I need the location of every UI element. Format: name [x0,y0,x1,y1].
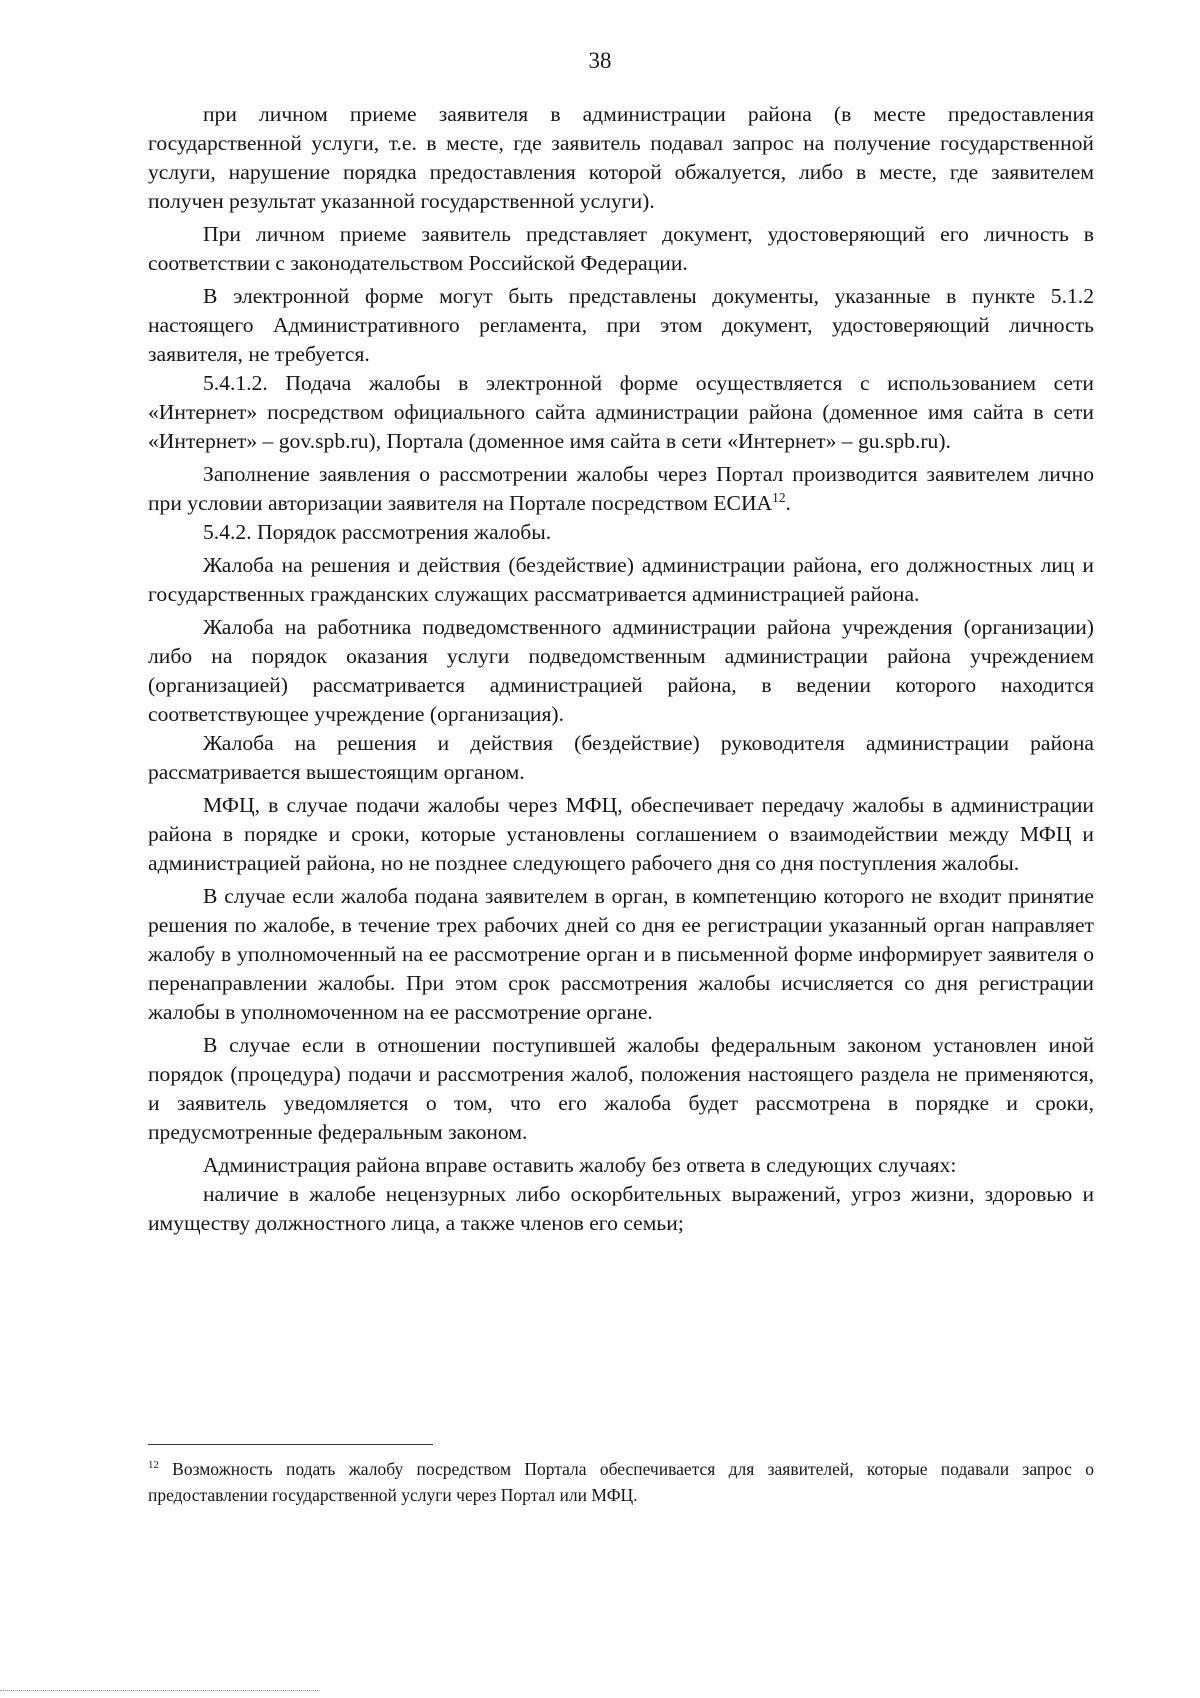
section-heading: 5.4.2. Порядок рассмотрения жалобы. [203,520,552,544]
body-text [148,100,1094,1238]
paragraph: при личном приеме заявителя в администрации района (в месте предоставления государственной услуги, т.е. в месте, где заявитель подавал запрос на получение государственной услуги, нарушение порядка предоставления которой обжалуется, либо в месте, где заявителем получен результат указанной государственной услуги). [148,102,1094,213]
paragraph: Жалоба на работника подведомственного администрации района учреждения (организации) либо на порядок оказания услуги подведомственным администрации района учреждением (организацией) рассматривается администрацией района, в ведении которого находится соответствующее учреждение (организация). [148,615,1094,726]
paragraph-end: . [785,491,791,515]
footnote-text: Возможность подать жалобу посредством Портала обеспечивается для заявителей, которые подавали запрос о предоставлении государственной услуги через Портал или МФЦ. [148,1459,1094,1505]
footnote-marker: 12 [148,1459,159,1472]
paragraph: При личном приеме заявитель представляет документ, удостоверяющий его личность в соответствии с законодательством Российской Федерации. [148,222,1094,275]
paragraph: Жалоба на решения и действия (бездействие) администрации района, его должностных лиц и государственных гражданских служащих рассматривается администрацией района. [148,553,1094,606]
footnote [148,1456,1094,1508]
paragraph: В случае если жалоба подана заявителем в орган, в компетенцию которого не входит принятие решения по жалобе, в течение трех рабочих дней со дня ее регистрации указанный орган направляет жалобу в уполномоченный на ее рассмотрение орган и в письменной форме информирует заявителя о перенаправлении жалобы. При этом срок рассмотрения жалобы исчисляется со дня регистрации жалобы в уполномоченном на ее рассмотрение органе. [148,884,1094,1024]
footnote-reference: 12 [772,489,786,505]
paragraph-with-footnote [148,460,1094,518]
paragraph: наличие в жалобе нецензурных либо оскорбительных выражений, угроз жизни, здоровью и имуществу должностного лица, а также членов его семьи; [148,1182,1094,1235]
paragraph: МФЦ, в случае подачи жалобы через МФЦ, обеспечивает передачу жалобы в администрации района в порядке и сроки, которые установлены соглашением о взаимодействии между МФЦ и администрацией района, но не позднее следующего рабочего дня со дня поступления жалобы. [148,793,1094,875]
paragraph: В электронной форме могут быть представлены документы, указанные в пункте 5.1.2 настоящего Административного регламента, при этом документ, удостоверяющий личность заявителя, не требуется. [148,284,1094,366]
page-number: 38 [588,48,612,73]
scan-edge-line [0,1690,320,1691]
paragraph-text: Заполнение заявления о рассмотрении жалобы через Портал производится заявителем лично при условии авторизации заявителя на Портале посредством ЕСИА [148,462,1094,515]
paragraph: Администрация района вправе оставить жалобу без ответа в следующих случаях: [203,1153,957,1177]
paragraph: 5.4.1.2. Подача жалобы в электронной форме осуществляется с использованием сети «Интернет» посредством официального сайта администрации района (доменное имя сайта в сети «Интернет» – gov.spb.ru), Портала (доменное имя сайта в сети «Интернет» – gu.spb.ru). [148,371,1094,453]
paragraph: В случае если в отношении поступившей жалобы федеральным законом установлен иной порядок (процедура) подачи и рассмотрения жалоб, положения настоящего раздела не применяются, и заявитель уведомляется о том, что его жалоба будет рассмотрена в порядке и сроки, предусмотренные федеральным законом. [148,1033,1094,1144]
paragraph: Жалоба на решения и действия (бездействие) руководителя администрации района рассматривается вышестоящим органом. [148,731,1094,784]
footnote-divider [148,1444,433,1445]
